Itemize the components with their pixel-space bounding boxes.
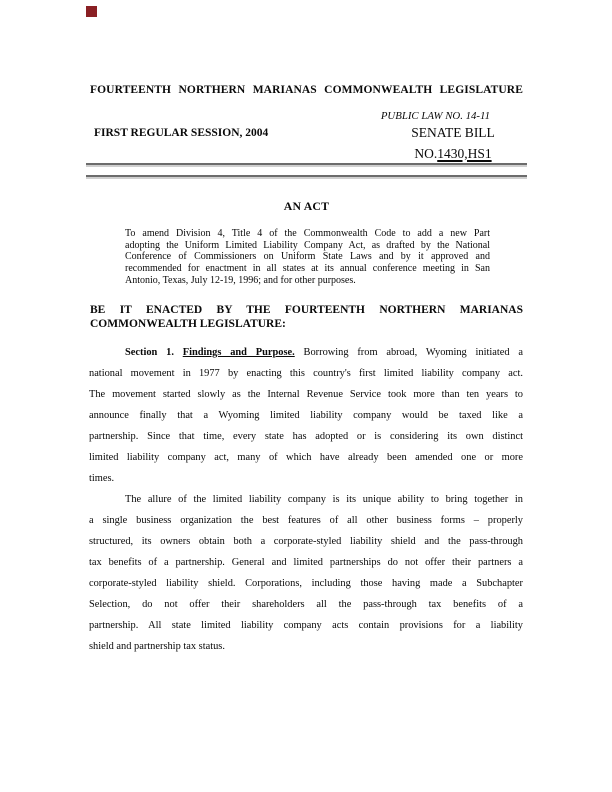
red-annotation-mark xyxy=(86,6,97,17)
act-heading: AN ACT xyxy=(283,199,330,213)
bill-number-prefix: NO. xyxy=(414,145,438,161)
body-text-line: partnership. All state limited liability company acts contain provisions for a liability xyxy=(89,620,523,631)
enactment-line: COMMONWEALTH LEGISLATURE: xyxy=(90,318,286,331)
act-summary-line: adopting the Uniform Limited Liability Company Act, as drafted by the National xyxy=(125,239,490,251)
body-text-line: times. xyxy=(89,473,115,484)
body-text-line: limited liability company act, many of which have already been amended one or more xyxy=(89,452,523,463)
act-summary-line: Antonio, Texas, July 12-19, 1996; and for other purposes. xyxy=(125,274,356,286)
body-text-line: structured, its owners obtain both a corporate-styled liability shield and the pass-through xyxy=(89,536,523,547)
act-summary xyxy=(125,228,490,286)
body-text-line: shield and partnership tax status. xyxy=(89,641,225,652)
body-text-line: The movement started slowly as the Internal Revenue Service took more than ten years to xyxy=(89,389,523,400)
body-text-line xyxy=(89,342,523,363)
body-text-line: Selection, do not offer their shareholders all the pass-through tax benefits of a xyxy=(89,599,523,610)
senate-bill-number xyxy=(390,144,516,165)
senate-bill-title: SENATE BILL xyxy=(411,125,495,140)
divider-rule-bottom xyxy=(86,175,527,177)
senate-bill-block xyxy=(390,123,516,164)
enactment-clause xyxy=(90,303,523,331)
body-text-line: a single business organization the best features of all other business forms – properly xyxy=(89,515,523,526)
section-title: Findings and Purpose. xyxy=(182,347,295,358)
section1-body xyxy=(89,342,523,657)
body-text-line: announce finally that a Wyoming limited liability company would be taxed like a xyxy=(89,410,523,421)
legislature-title: FOURTEENTH NORTHERN MARIANAS COMMONWEALTH LEGISLATURE xyxy=(90,84,523,96)
enactment-line: BE IT ENACTED BY THE FOURTEENTH NORTHERN MARIANAS xyxy=(90,304,523,316)
body-text-line: corporate-styled liability shield. Corporations, including those having made a Subchapter xyxy=(89,578,523,589)
act-summary-line: Conference of Commissioners on Uniform State Laws and by it approved and xyxy=(125,251,490,263)
session-title: FIRST REGULAR SESSION, 2004 xyxy=(94,127,269,139)
section-first-line-text: Borrowing from abroad, Wyoming initiated a xyxy=(303,347,523,358)
bill-number-value: 1430,HS1 xyxy=(437,145,492,161)
divider-rule-top xyxy=(86,163,527,165)
act-summary-line: To amend Division 4, Title 4 of the Commonwealth Code to add a new Part xyxy=(125,228,490,239)
body-text-line: partnership. Since that time, every state has adopted or is considering its own distinct xyxy=(89,431,523,442)
body-text-line: tax benefits of a partnership. General and limited partnerships do not offer their partners a xyxy=(89,557,523,568)
act-summary-line: recommended for enactment in all states at its annual conference meeting in San xyxy=(125,263,490,275)
public-law-number: PUBLIC LAW NO. 14-11 xyxy=(380,110,490,122)
body-text-line: national movement in 1977 by enacting this country's first limited liability company act. xyxy=(89,368,523,379)
body-text-line: The allure of the limited liability company is its unique ability to bring together in xyxy=(125,494,523,505)
section-label: Section 1. xyxy=(125,347,174,358)
